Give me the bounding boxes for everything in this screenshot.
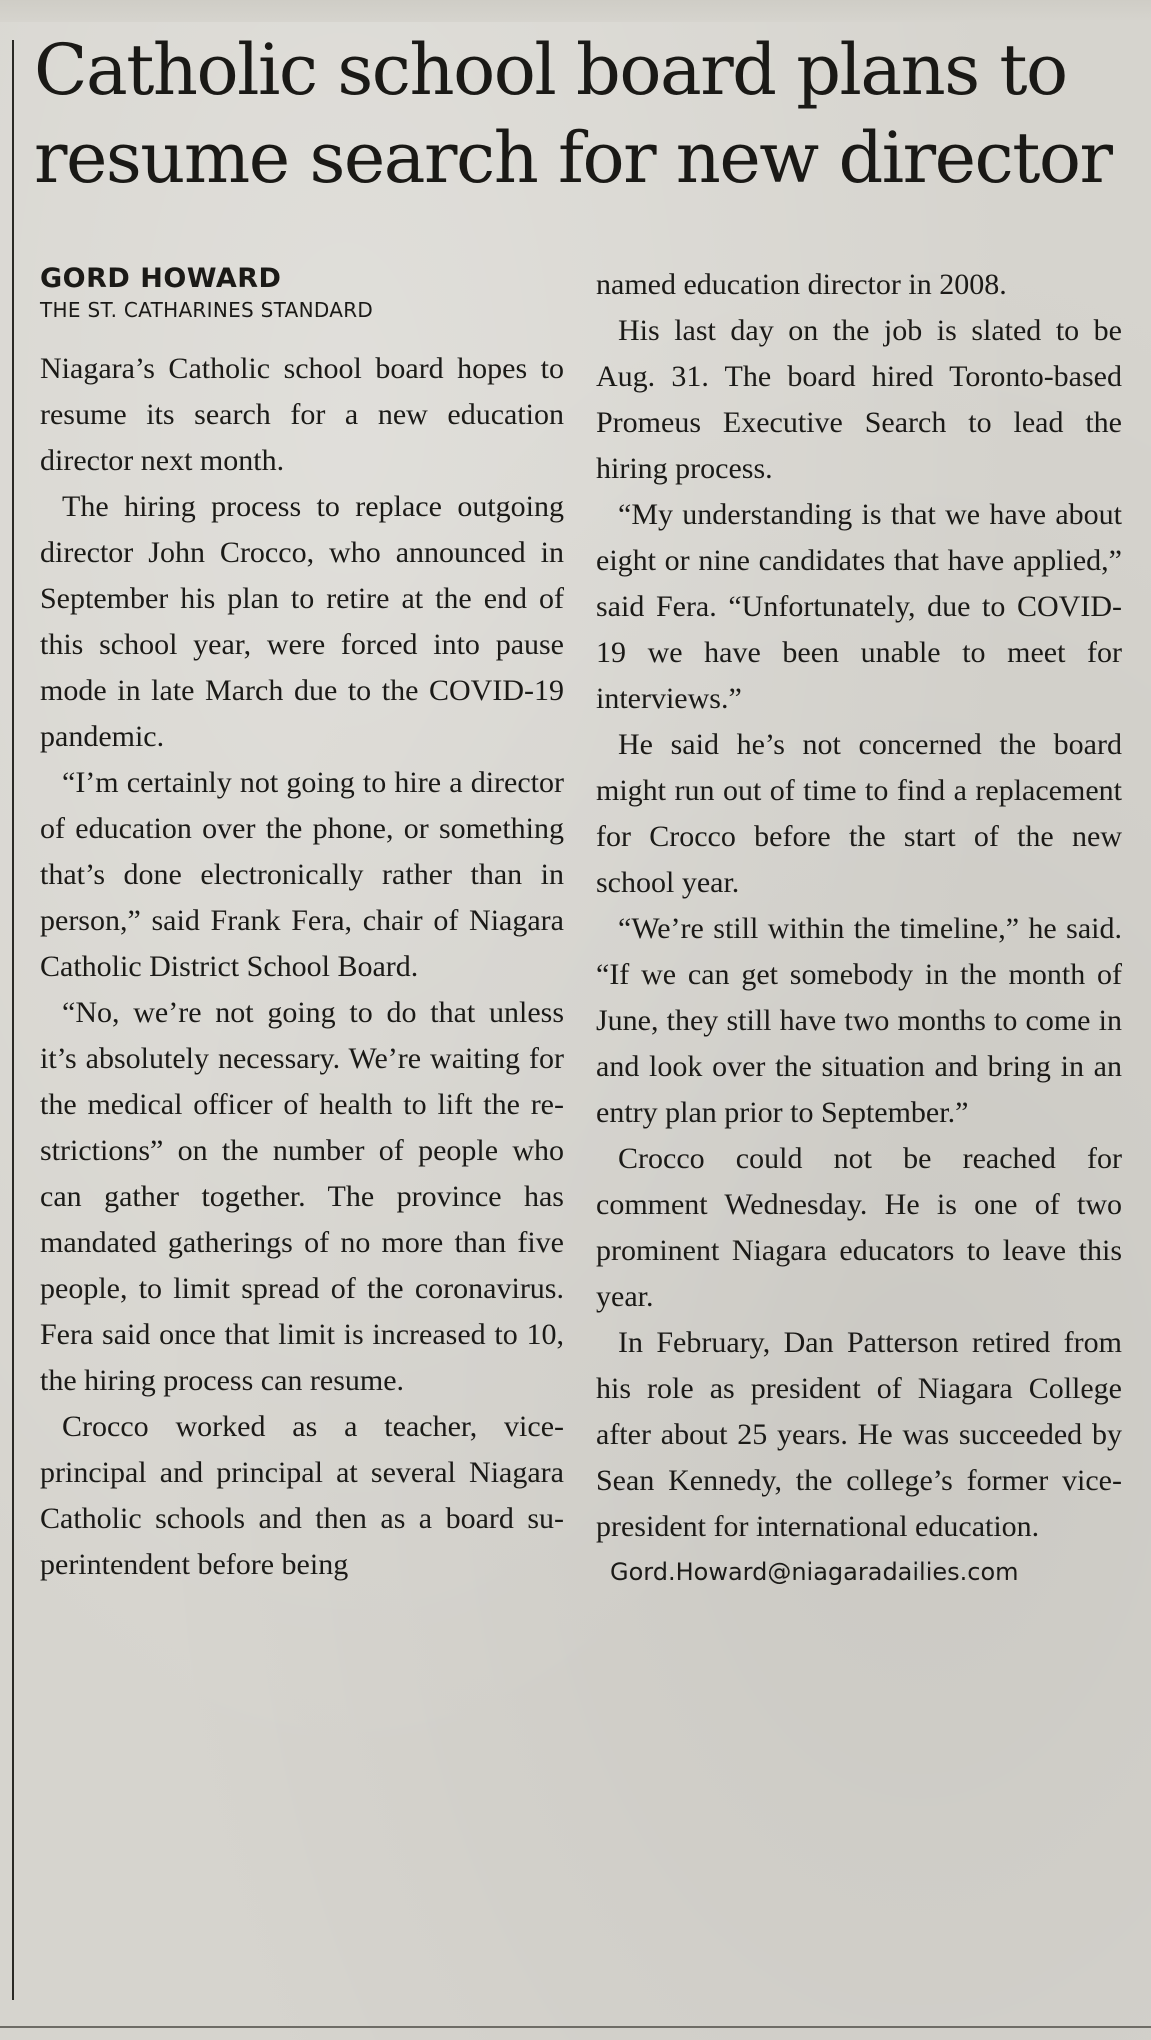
bottom-rule [0,2026,1151,2028]
article-column-right [596,262,1122,1592]
author-email: Gord.Howard@niagaradailies.com [610,1558,1019,1586]
paragraph: “No, we’re not going to do that unless it’s absolutely necessary. We’re waiting for the medical officer of health to lift the restrictions” on the number of people who can gather together. The province has mandated gatherings of no more than five people, to limit spread of the coronavirus. Fera said once that limit is increased to 10, the hiring process can resume. [40,996,564,1397]
paragraph: He said he’s not concerned the board might run out of time to find a replacement for Crocco before the start of the new school year. [596,728,1122,899]
publication-name: THE ST. CATHARINES STANDARD [40,298,374,322]
headline: Catholic school board plans to resume search for new director [34,29,1112,199]
author-name: GORD HOWARD [40,263,282,294]
page-edge [0,0,1151,22]
paragraph: Crocco worked as a teacher, vice-principal and principal at several Niagara Catholic schools and then as a board superintendent before being [40,1410,564,1581]
article-column-left [40,346,564,1588]
paragraph: “My understanding is that we have about eight or nine candidates that have applied,” said Fera. “Unfortunately, due to COVID-19 we have been unable to meet for interviews.” [596,498,1122,715]
paragraph: named education director in 2008. [596,268,1007,301]
paragraph: “We’re still within the timeline,” he said. “If we can get somebody in the month of June, they still have two months to come in and look over the situation and bring in an entry plan prior to September.” [596,912,1122,1129]
column-rule [12,40,14,2000]
paragraph: The hiring process to replace outgoing director John Crocco, who announced in September his plan to retire at the end of this school year, were forced into pause mode in late March due to the COVID-19 pandemic. [40,490,564,753]
paragraph: Niagara’s Catholic school board hopes to resume its search for a new education director next month. [40,352,564,477]
byline [40,262,373,324]
paragraph: His last day on the job is slated to be Aug. 31. The board hired Toronto-based Promeus Executive Search to lead the hiring process. [596,314,1122,485]
paragraph: “I’m certainly not going to hire a director of education over the phone, or something that’s done electronically rather than in person,” said Frank Fera, chair of Niagara Catholic District School Board. [40,766,564,983]
paragraph: In February, Dan Patterson retired from his role as president of Niagara College after about 25 years. He was succeeded by Sean Kennedy, the college’s former vice-president for international education. [596,1326,1122,1543]
paragraph: Crocco could not be reached for comment Wednesday. He is one of two prominent Niagara educators to leave this year. [596,1142,1122,1313]
